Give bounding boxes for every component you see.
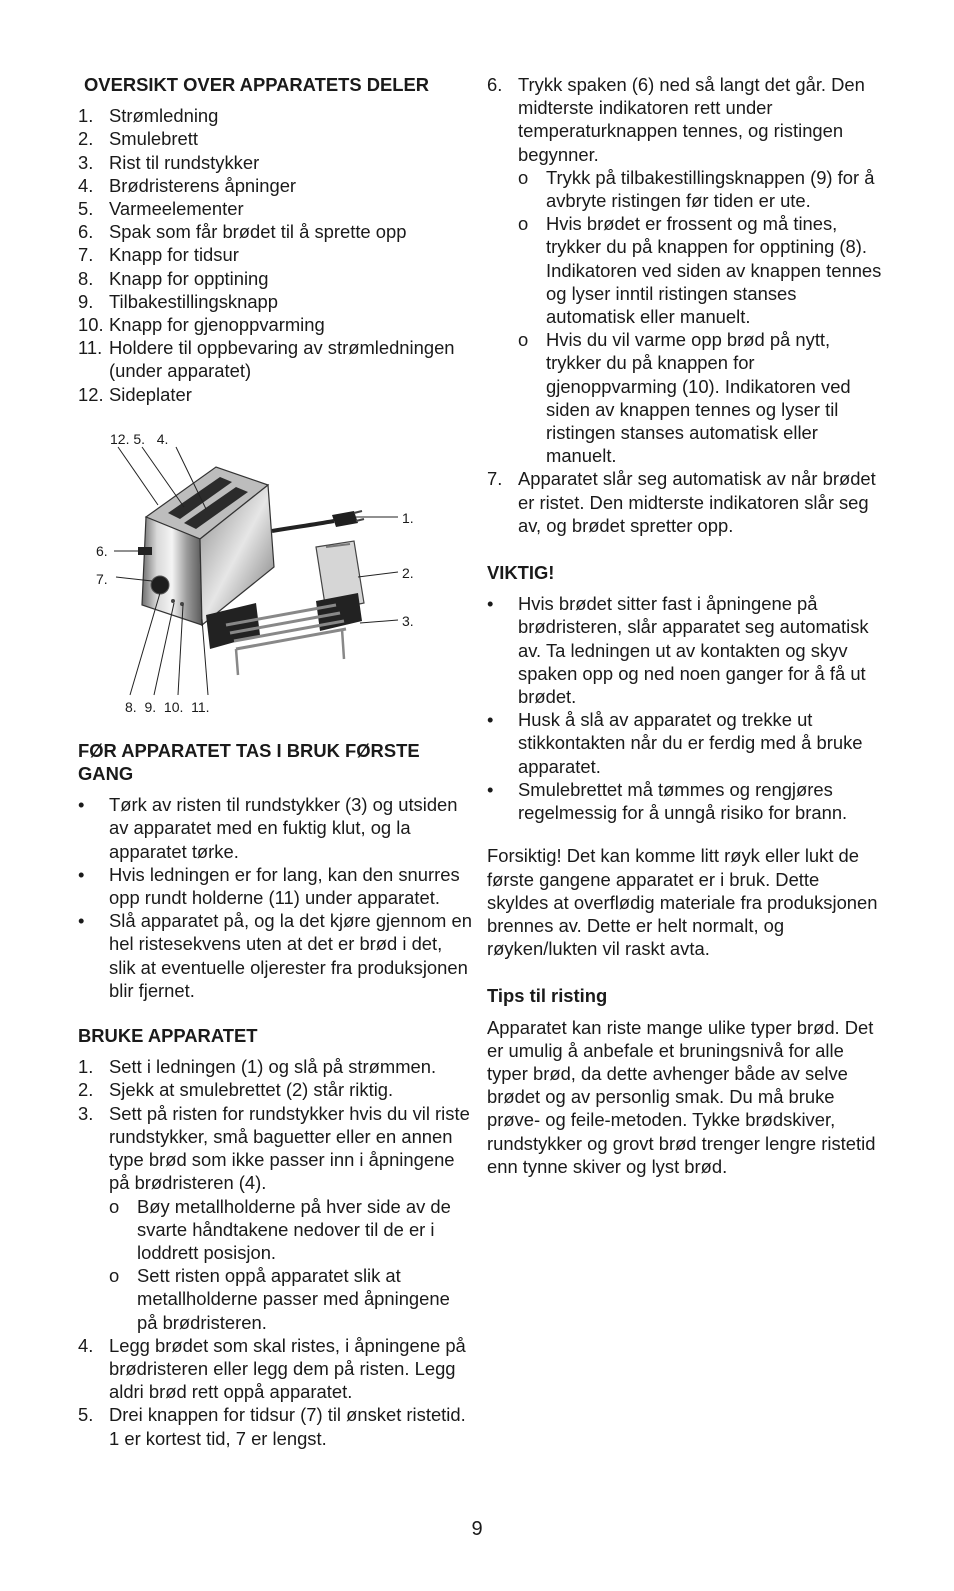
step-item: 1. Sett i ledningen (1) og slå på strømmen. <box>78 1056 437 1078</box>
page-number: 9 <box>471 1518 483 1540</box>
parts-list <box>78 104 473 406</box>
parts-item: 6. Spak som får brødet til å sprette opp <box>78 221 407 243</box>
parts-item: 11. Holdere til oppbevaring av strømledningen (under apparatet) <box>78 337 455 382</box>
parts-item: 10. Knapp for gjenoppvarming <box>78 314 325 336</box>
label-6: 6. <box>96 542 108 559</box>
first-use-list <box>78 793 473 1002</box>
toaster-illustration <box>96 427 426 719</box>
label-top: 12. 5. 4. <box>110 430 169 447</box>
parts-item: 8. Knapp for opptining <box>78 267 269 289</box>
parts-item: 7. Knapp for tidsur <box>78 244 239 266</box>
tips-paragraph: Apparatet kan riste mange ulike typer brød. Det er umulig å anbefale et bruningsnivå for alle typer brød, da dette avhenger både av selve brødet og av personlig smak. Du må bruke prøve- og feile-metoden. Tykke brødskiver, rundstykker og grovt brød trenger lengre ristetid enn tynne skiver og lyst brød. <box>487 1016 876 1177</box>
parts-heading: OVERSIKT OVER APPARATETS DELER <box>84 74 430 95</box>
parts-item: 4. Brødristerens åpninger <box>78 174 297 196</box>
sub-item: o Hvis du vil varme opp brød på nytt, trykker du på knappen for gjenoppvarming (10). Indikatoren ved siden av knappen tennes og lyser til ristingen stanses automatisk eller manuelt. <box>518 329 851 467</box>
step-item: 5. Drei knappen for tidsur (7) til ønsket ristetid. 1 er kortest tid, 7 er lengst. <box>78 1404 466 1449</box>
step-item: 4. Legg brødet som skal ristes, i åpningene på brødristeren eller legg dem på risten. Legg aldri brød rett oppå apparatet. <box>78 1334 466 1403</box>
toaster-diagram <box>96 427 426 719</box>
bullet-item: • Tørk av risten til rundstykker (3) og utsiden av apparatet med en fuktig klut, og la apparatet tørke. <box>78 794 458 862</box>
parts-item: 9. Tilbakestillingsknapp <box>78 290 279 312</box>
label-bottom: 8. 9. 10. 11. <box>125 698 210 715</box>
sub-item: o Sett risten oppå apparatet slik at metallholderne passer med åpningene på brødristeren. <box>109 1265 450 1333</box>
label-3: 3. <box>402 612 414 629</box>
step-item: 6. Trykk spaken (6) ned så langt det går. Den midterste indikatoren rett under temperaturknappen tennes, og ristingen begynner. <box>487 74 865 165</box>
use-steps-continued <box>487 73 882 537</box>
step-item: 7. Apparatet slår seg automatisk av når brødet er ristet. Den midterste indikatoren slår seg av, og brødet spretter opp. <box>487 468 876 536</box>
left-column <box>78 73 473 1450</box>
bullet-item: • Smulebrettet må tømmes og rengjøres regelmessig for å unngå risiko for brann. <box>487 778 848 824</box>
bullet-item: • Husk å slå av apparatet og trekke ut stikkontakten når du er ferdig med å bruke apparatet. <box>487 709 863 777</box>
step-item: 2. Sjekk at smulebrettet (2) står riktig. <box>78 1079 394 1101</box>
parts-item: 2. Smulebrett <box>78 128 198 150</box>
label-1: 1. <box>402 509 414 526</box>
sub-item: o Bøy metallholderne på hver side av de svarte håndtakene nedover til de er i loddrett posisjon. <box>109 1195 451 1263</box>
sub-item: o Trykk på tilbakestillingsknappen (9) for å avbryte ristingen før tiden er ute. <box>518 166 875 212</box>
use-heading: BRUKE APPARATET <box>78 1025 258 1047</box>
bullet-item: • Slå apparatet på, og la det kjøre gjennom en hel ristesekvens uten at det er brød i det, slik at eventuelle oljerester fra produksjonen blir fjernet. <box>78 910 472 1001</box>
bullet-item: • Hvis ledningen er for lang, kan den snurres opp rundt holderne (11) under apparatet. <box>78 863 460 909</box>
first-use-heading: FØR APPARATET TAS I BRUK FØRSTE GANG <box>78 739 420 785</box>
step-item: 3. Sett på risten for rundstykker hvis du vil riste rundstykker, små baguetter eller en annen type brød som ikke passer inn i åpningene på brødristeren (4). <box>78 1102 470 1194</box>
tips-heading: Tips til risting <box>487 985 608 1007</box>
bullet-item: • Hvis brødet sitter fast i åpningene på brødristeren, slår apparatet seg automatisk av. Ta ledningen ut av kontakten og skyv spaken opp og ned noen ganger for å få ut brødet. <box>487 593 869 708</box>
parts-item: 12. Sideplater <box>78 383 192 405</box>
right-column <box>487 73 882 1178</box>
sub-item: o Hvis brødet er frossent og må tines, trykker du på knappen for opptining (8). Indikatoren ved siden av knappen tennes og lyser inntil ristingen stanses automatisk eller manuelt. <box>518 213 882 328</box>
important-list <box>487 592 882 824</box>
important-heading: VIKTIG! <box>487 562 555 584</box>
parts-item: 3. Rist til rundstykker <box>78 151 260 173</box>
label-2: 2. <box>402 564 414 581</box>
parts-item: 1. Strømledning <box>78 105 219 127</box>
use-steps <box>78 1055 473 1449</box>
caution-paragraph: Forsiktig! Det kan komme litt røyk eller lukt de første gangene apparatet er i bruk. Dette skyldes at overflødig materiale fra produksjonen brennes av. Dette er helt normalt, og røyken/lukten vil raskt avta. <box>487 845 878 960</box>
parts-item: 5. Varmeelementer <box>78 198 244 220</box>
label-7: 7. <box>96 570 108 587</box>
